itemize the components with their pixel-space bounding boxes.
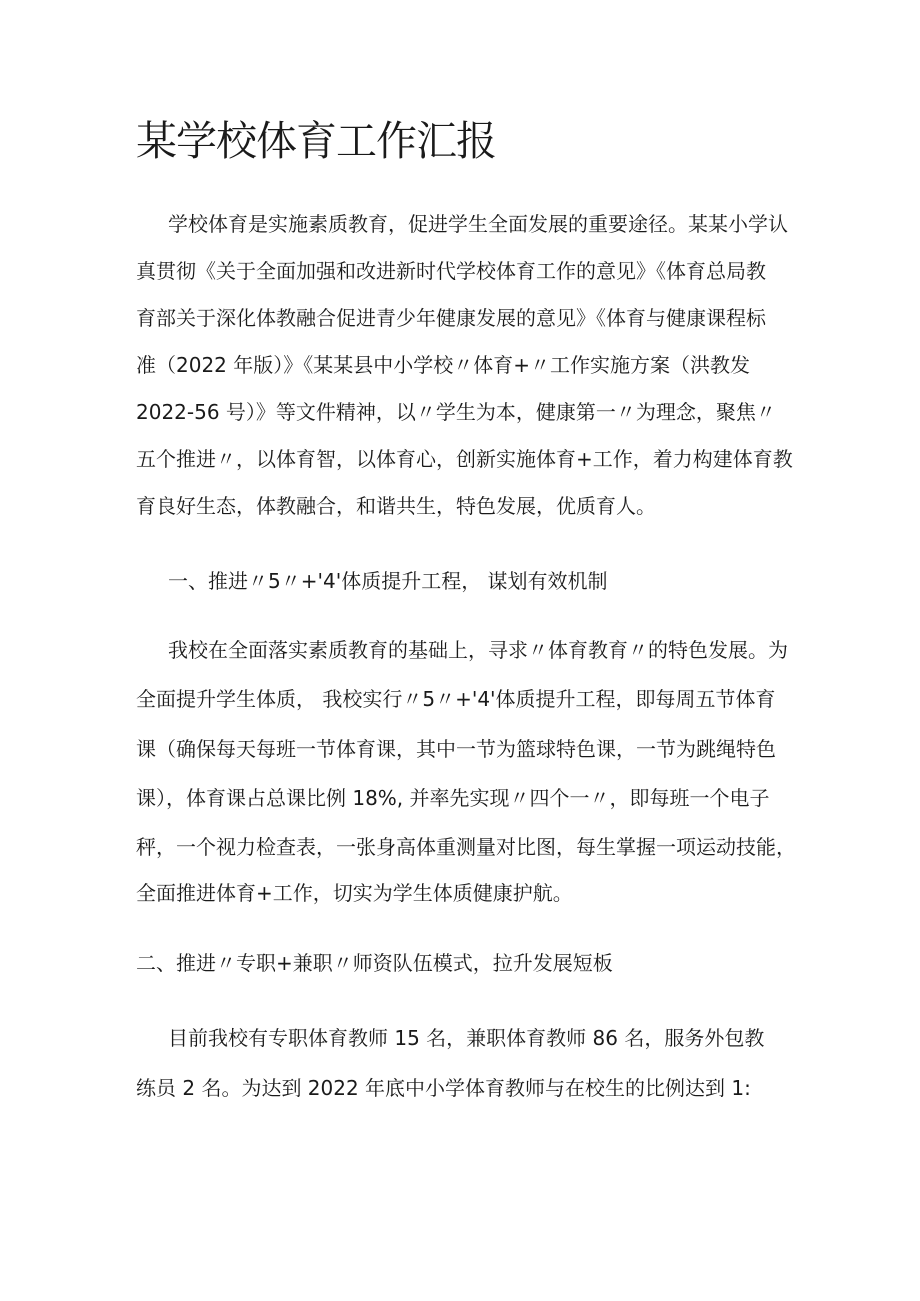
paragraph-line: 课（确保每天每班一节体育课，其中一节为篮球特色课，一节为跳绳特色 <box>136 737 776 761</box>
paragraph-line: 全面提升学生体质， 我校实行〃5〃+'4'体质提升工程，即每周五节体育 <box>136 687 776 711</box>
paragraph-line: 真贯彻《关于全面加强和改进新时代学校体育工作的意见》《体育总局教 <box>136 259 766 283</box>
paragraph-line: 学校体育是实施素质教育，促进学生全面发展的重要途径。某某小学认 <box>168 212 788 236</box>
paragraph-line: 育良好生态，体教融合，和谐共生，特色发展，优质育人。 <box>136 494 656 518</box>
paragraph-line: 我校在全面落实素质教育的基础上，寻求〃体育教育〃的特色发展。为 <box>168 638 788 662</box>
paragraph-line: 全面推进体育+工作，切实为学生体质健康护航。 <box>136 881 573 905</box>
paragraph-line: 课），体育课占总课比例 18%, 并率先实现〃四个一〃，即每班一个电子 <box>136 786 770 810</box>
paragraph-line: 准（2022 年版）》《某某县中小学校〃体育+〃工作实施方案（洪教发 <box>136 353 751 377</box>
paragraph-line: 目前我校有专职体育教师 15 名，兼职体育教师 86 名，服务外包教 <box>168 1026 765 1050</box>
paragraph-line: 五个推进〃，以体育智，以体育心，创新实施体育+工作，着力构建体育教 <box>136 447 793 471</box>
section-heading-2: 二、推进〃专职+兼职〃师资队伍模式，拉升发展短板 <box>136 951 613 975</box>
document-title: 某学校体育工作汇报 <box>136 117 496 165</box>
paragraph-line: 2022-56 号）》等文件精神，以〃学生为本，健康第一〃为理念，聚焦〃 <box>136 400 776 424</box>
section-heading-1: 一、推进〃5〃+'4'体质提升工程， 谋划有效机制 <box>168 569 608 593</box>
paragraph-line: 秤，一个视力检查表，一张身高体重测量对比图，每生掌握一项运动技能， <box>136 835 796 859</box>
paragraph-line: 育部关于深化体教融合促进青少年健康发展的意见》《体育与健康课程标 <box>136 306 766 330</box>
paragraph-line: 练员 2 名。为达到 2022 年底中小学体育教师与在校生的比例达到 1: <box>136 1076 751 1100</box>
